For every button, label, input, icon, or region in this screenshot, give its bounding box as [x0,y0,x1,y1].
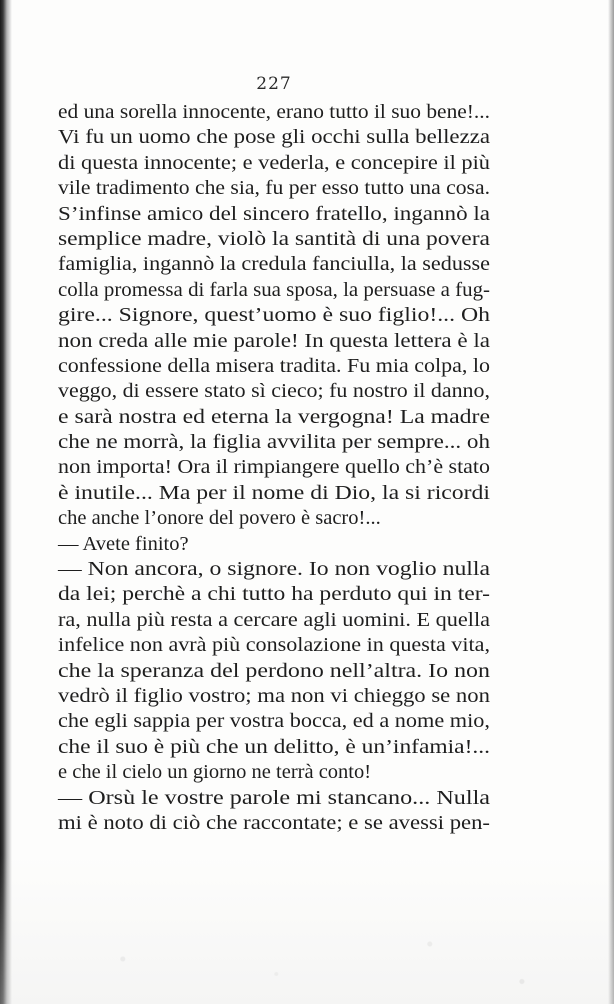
text-line: colla promessa di farla sua sposa, la persuase a fug- [58,278,490,301]
body-text [58,100,490,836]
text-line: S’infinse amico del sincero fratello, ingannò la [58,202,490,225]
text-line: ed una sorella innocente, erano tutto il suo bene!... [58,101,491,123]
text-line: che il suo è più che un delitto, è un’infamia!... [58,735,491,758]
text-line: mi è noto di ciò che raccontate; e se avessi pen- [58,811,490,834]
text-line: non importa! Ora il rimpiangere quello ch’è stato [58,456,490,479]
paper-texture [0,854,614,1004]
text-line: non creda alle mie parole! In questa lettera è la [58,329,491,352]
text-line: di questa innocente; e vederla, e concepire il più [58,151,491,174]
dialogue-line: — Orsù le vostre parole mi stancano... Nulla [58,786,491,809]
text-line: e che il cielo un giorno ne terrà conto! [58,761,372,784]
page-number: 227 [256,74,292,94]
text-line: che anche l’onore del povero è sacro!... [58,507,381,530]
text-line: Vi fu un uomo che pose gli occhi sulla bellezza [58,126,490,149]
text-line: confessione della misera tradita. Fu mia colpa, lo [58,354,490,377]
text-line: che la speranza del perdono nell’altra. Io non [58,659,490,682]
text-line: ra, nulla più resta a cercare agli uomini. E quella [58,608,491,631]
dialogue-line: — Avete finito? [58,532,189,555]
text-line: che ne morrà, la figlia avvilita per sempre... oh [58,431,490,454]
text-line: vedrò il figlio vostro; ma non vi chieggo se non [58,684,490,707]
text-line: da lei; perchè a chi tutto ha perduto qui in ter- [58,583,491,606]
text-line: famiglia, ingannò la credula fanciulla, la sedusse [58,253,491,276]
text-line: che egli sappia per vostra bocca, ed a nome mio, [58,710,490,733]
text-line: infelice non avrà più consolazione in questa vita, [58,634,490,657]
text-line: vile tradimento che sia, fu per esso tutto una cosa. [58,177,490,200]
text-line: veggo, di essere stato sì cieco; fu nostro il danno, [58,380,490,403]
text-line: gire... Signore, quest’uomo è suo figlio!... Oh [58,304,491,327]
text-line: semplice madre, violò la santità di una povera [58,227,490,250]
text-line: è inutile... Ma per il nome di Dio, la si ricordi [58,481,491,504]
dialogue-line: — Non ancora, o signore. Io non voglio nulla [58,558,491,581]
text-line: e sarà nostra ed eterna la vergogna! La madre [58,405,490,428]
